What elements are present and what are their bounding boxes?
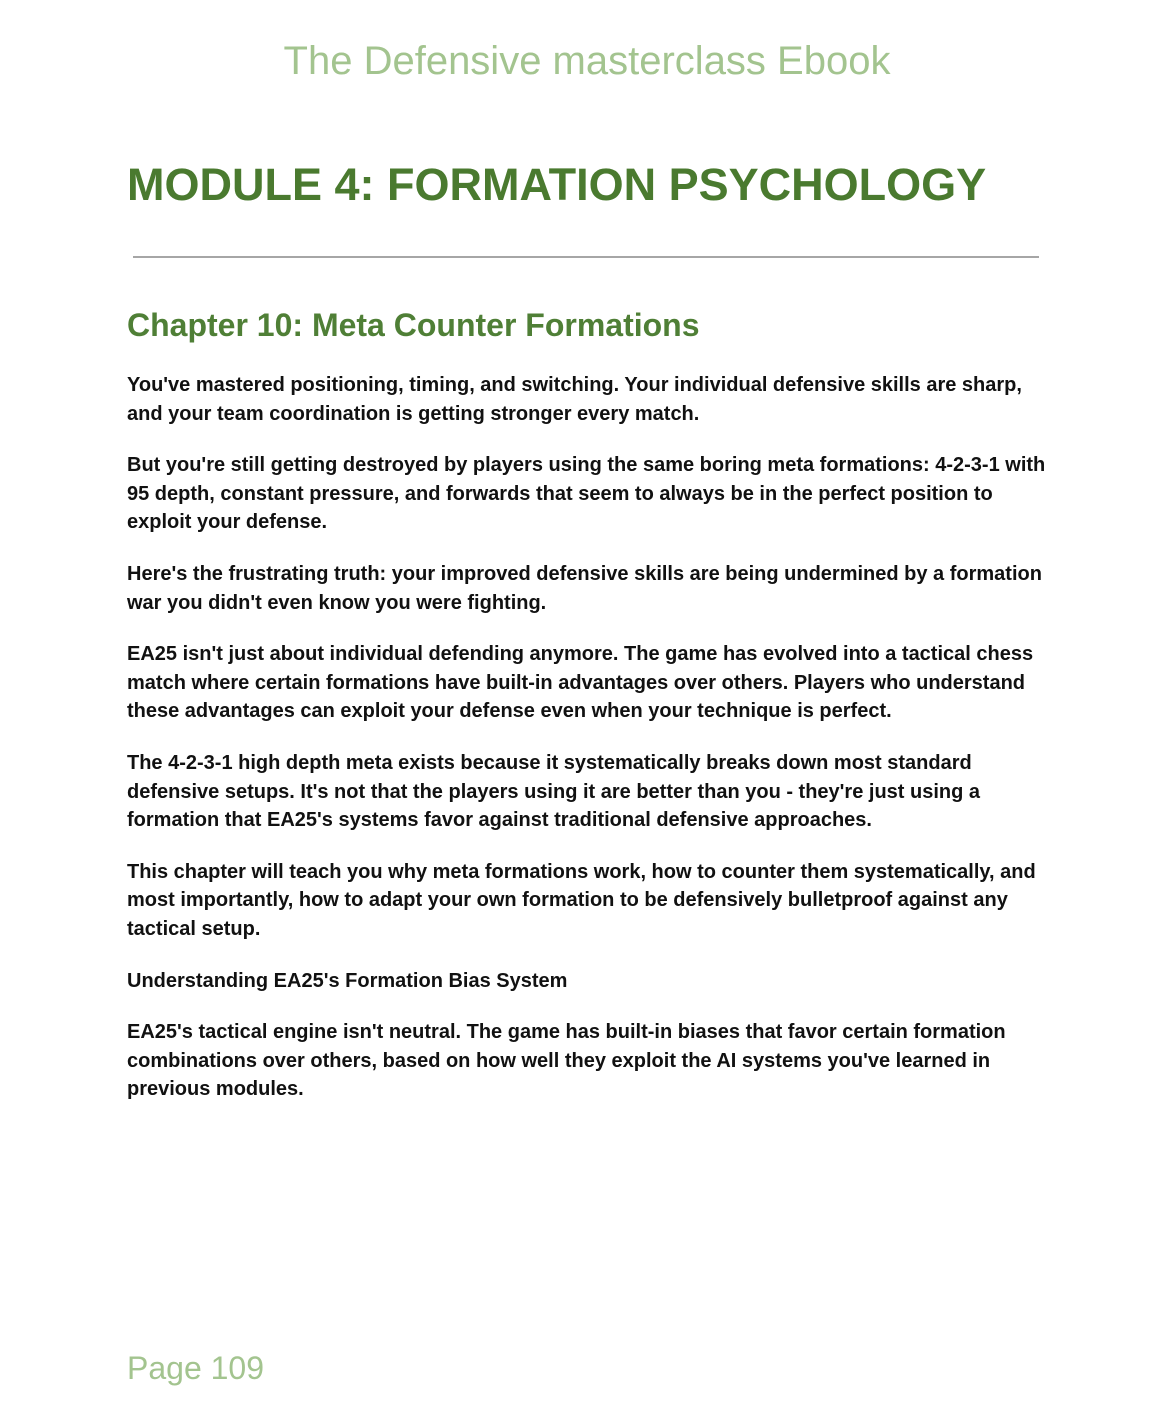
paragraph: EA25 isn't just about individual defending anymore. The game has evolved into a tactical chess match where certain formations have built-in advantages over others. Players who understand these advantages can exploit your defense even when your technique is perfect. — [127, 643, 1034, 723]
paragraph: The 4-2-3-1 high depth meta exists because it systematically breaks down most standard defensive setups. It's not that the players using it are better than you - they're just using a formation that EA25's systems favor against traditional defensive approaches. — [127, 751, 981, 832]
section-divider — [133, 256, 1039, 258]
paragraph: This chapter will teach you why meta formations work, how to counter them systematically, and most importantly, how to adapt your own formation to be defensively bulletproof against any tactical setup. — [127, 860, 1036, 940]
chapter-title: Chapter 10: Meta Counter Formations — [127, 307, 700, 343]
page-number: Page 109 — [127, 1350, 265, 1386]
paragraph: EA25's tactical engine isn't neutral. The game has built-in biases that favor certain formation combinations over others, based on how well they exploit the AI systems you've learned in previous modules. — [127, 1021, 1006, 1101]
chapter-body — [127, 371, 1047, 1127]
section-subheading: Understanding EA25's Formation Bias System — [127, 969, 568, 992]
ebook-header-title: The Defensive masterclass Ebook — [283, 39, 891, 83]
paragraph: But you're still getting destroyed by players using the same boring meta formations: 4-2-3-1 with 95 depth, constant pressure, and forwards that seem to always be in the perfect position to exploit your defense. — [127, 454, 1046, 534]
module-title: MODULE 4: FORMATION PSYCHOLOGY — [127, 159, 987, 210]
paragraph: Here's the frustrating truth: your improved defensive skills are being undermined by a formation war you didn't even know you were fighting. — [127, 562, 1042, 614]
paragraph: You've mastered positioning, timing, and switching. Your individual defensive skills are sharp, and your team coordination is getting stronger every match. — [127, 374, 1022, 425]
